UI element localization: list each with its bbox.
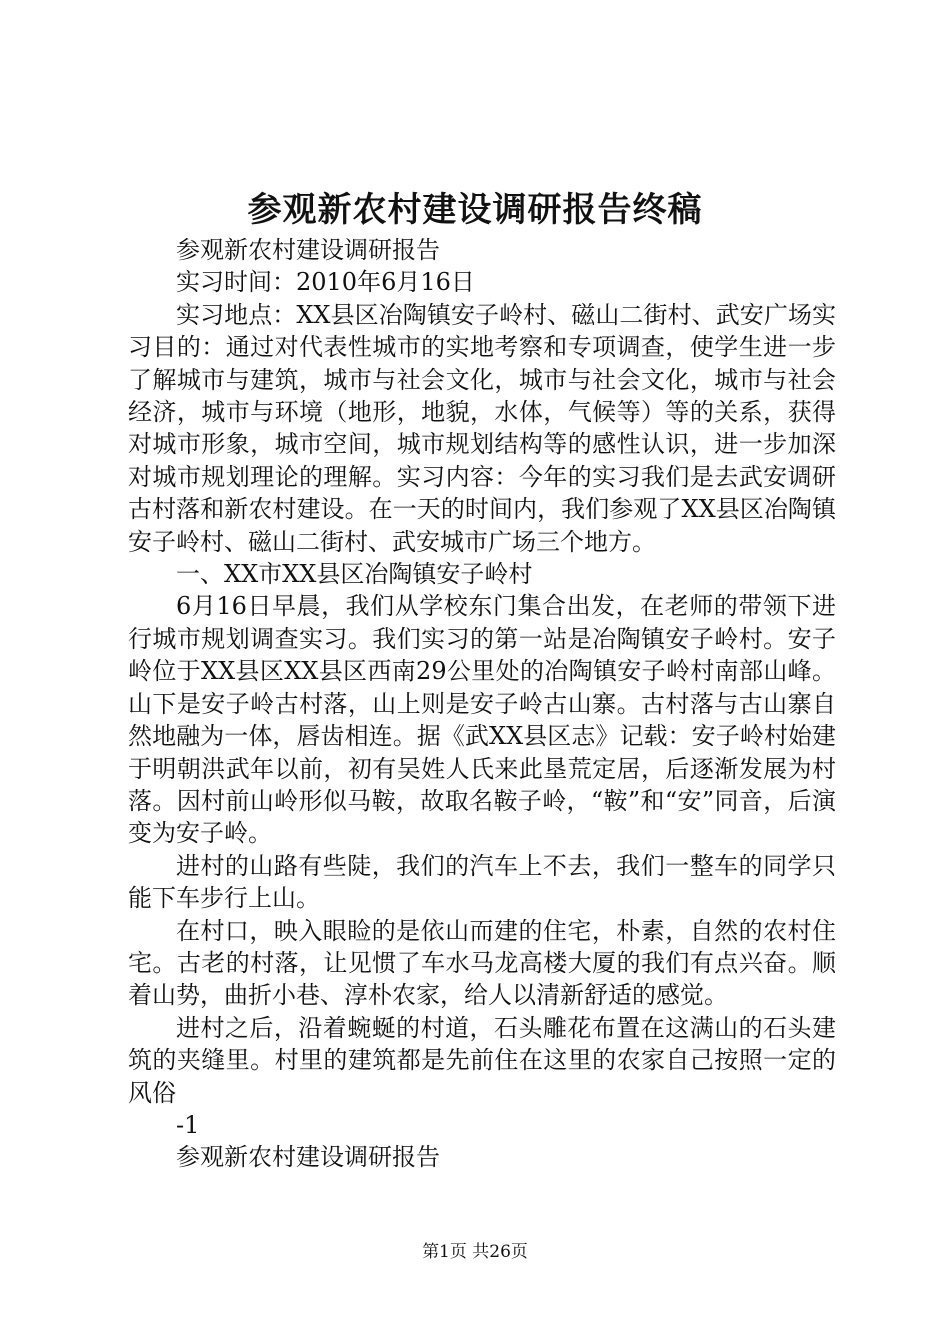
- inline-page-marker: -1: [176, 1110, 200, 1139]
- paragraph-repeat-subtitle: 参观新农村建设调研报告: [176, 1143, 440, 1172]
- page-footer: 第1页 共26页: [422, 1242, 528, 1262]
- paragraph-internship-location: 实习地点：XX县区冶陶镇安子岭村、磁山二街村、武安广场实习目的：通过对代表性城市的实地考察和专项调查，使学生进一步了解城市与建筑，城市与社会文化，城市与社会文化，城市与社会经济，城市与环境（地形，地貌，水体，气候等）等的关系，获得对城市形象，城市空间，城市规划结构等的感性认识，进一步加深对城市规划理论的理解。实习内容：今年的实习我们是去武安调研古村落和新农村建设。在一天的时间内，我们参观了XX县区冶陶镇安子岭村、磁山二街村、武安城市广场三个地方。: [128, 300, 836, 556]
- paragraph-internship-time: 实习时间：2010年6月16日: [176, 268, 475, 297]
- document-title: 参观新农村建设调研报告终稿: [247, 190, 703, 230]
- paragraph-subtitle: 参观新农村建设调研报告: [176, 236, 440, 264]
- section-heading-anziling: 一、XX市XX县区冶陶镇安子岭村: [176, 560, 533, 589]
- paragraph-village-path: 进村之后，沿着蜿蜒的村道，石头雕花布置在这满山的石头建筑的夹缝里。村里的建筑都是先前住在这里的农家自己按照一定的风俗: [128, 1013, 836, 1107]
- paragraph-village-entrance: 在村口，映入眼睑的是依山而建的住宅，朴素，自然的农村住宅。古老的村落，让见惯了车水马龙高楼大厦的我们有点兴奋。顺着山势，曲折小巷、淳朴农家，给人以清新舒适的感觉。: [128, 916, 836, 1010]
- paragraph-anziling-history: 6月16日早晨，我们从学校东门集合出发，在老师的带领下进行城市规划调查实习。我们实习的第一站是冶陶镇安子岭村。安子岭位于XX县区XX县区西南29公里处的冶陶镇安子岭村南部山峰。山下是安子岭古村落，山上则是安子岭古山寨。古村落与古山寨自然地融为一体，唇齿相连。据《武XX县区志》记载：安子岭村始建于明朝洪武年以前，初有吴姓人氏来此垦荒定居，后逐渐发展为村落。因村前山岭形似马鞍，故取名鞍子岭，“鞍”和“安”同音，后演变为安子岭。: [128, 592, 836, 848]
- paragraph-mountain-road: 进村的山路有些陡，我们的汽车上不去，我们一整车的同学只能下车步行上山。: [128, 851, 836, 913]
- document-body: [128, 234, 836, 1174]
